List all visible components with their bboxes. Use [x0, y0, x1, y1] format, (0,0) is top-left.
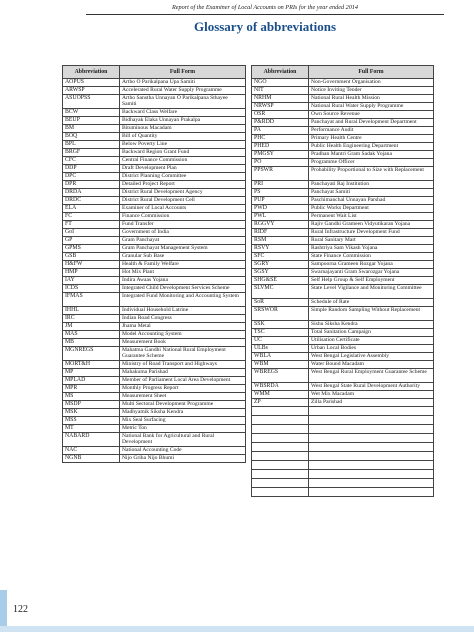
table-row — [252, 269, 434, 277]
empty-cell — [309, 416, 434, 425]
table-row — [63, 447, 246, 455]
full-form-cell: National Rural Water Supply Programme — [309, 103, 434, 111]
full-form-cell: West Bengal Rural Employment Guarantee Scheme — [309, 369, 434, 383]
table-row — [63, 189, 246, 197]
table-row — [252, 87, 434, 95]
abbreviation-cell: UC — [252, 337, 309, 345]
full-form-cell: Bidhayak Elaka Unnayan Prakalpa — [120, 117, 246, 125]
empty-table-row — [252, 461, 434, 470]
full-form-cell: Sishu Siksha Kendra — [309, 321, 434, 329]
table-row — [252, 321, 434, 329]
column-header-full-form: Full Form — [309, 66, 434, 79]
empty-table-row — [252, 479, 434, 488]
abbreviation-cell: PRI — [252, 181, 309, 189]
full-form-cell: Rashtriya Sam Vikash Yojana — [309, 245, 434, 253]
table-row — [252, 299, 434, 307]
page-number: 122 — [13, 604, 28, 615]
abbreviation-cell: MSK — [63, 409, 120, 417]
abbreviation-cell: NRWSP — [252, 103, 309, 111]
empty-cell — [309, 479, 434, 488]
empty-cell — [252, 488, 309, 497]
full-form-cell: Schedule of Rate — [309, 299, 434, 307]
abbreviation-cell: PUP — [252, 197, 309, 205]
abbreviation-cell: HMP — [63, 269, 120, 277]
full-form-cell: Below Poverty Line — [120, 141, 246, 149]
page-title: Glossary of abbreviations — [193, 19, 337, 34]
full-form-cell: Performance Audit — [309, 127, 434, 135]
table-row — [252, 329, 434, 337]
abbreviation-cell: GSB — [63, 253, 120, 261]
table-row — [252, 197, 434, 205]
full-form-cell: Permanent Wait List — [309, 213, 434, 221]
table-row — [63, 125, 246, 133]
table-row — [252, 119, 434, 127]
running-header: Report of the Examiner of Local Accounts on PRIs for the year ended 2014 — [172, 4, 358, 11]
table-row — [252, 111, 434, 119]
empty-table-row — [252, 443, 434, 452]
full-form-cell: Member of Parliament Local Area Development — [120, 377, 246, 385]
full-form-cell: Indian Road Congress — [120, 315, 246, 323]
table-row — [63, 117, 246, 125]
empty-cell — [309, 470, 434, 479]
table-row — [252, 79, 434, 87]
full-form-cell: Pradhan Mantri Gram Sadak Yojana — [309, 151, 434, 159]
full-form-cell: Fund Transfer — [120, 221, 246, 229]
abbreviation-cell: SGSY — [252, 269, 309, 277]
full-form-cell: Backward Region Grant Fund — [120, 149, 246, 157]
table-row — [252, 383, 434, 391]
table-row — [63, 221, 246, 229]
abbreviation-cell: JM — [63, 323, 120, 331]
table-row — [63, 377, 246, 385]
abbreviation-cell: WBSRDA — [252, 383, 309, 391]
full-form-cell: Integrated Child Development Services Scheme — [120, 285, 246, 293]
table-row — [63, 433, 246, 447]
table-row — [252, 337, 434, 345]
table-row — [63, 369, 246, 377]
abbreviation-cell: FT — [63, 221, 120, 229]
table-row — [252, 353, 434, 361]
empty-cell — [252, 461, 309, 470]
abbreviation-cell: DPR — [63, 181, 120, 189]
abbreviation-cell: MORT&H — [63, 361, 120, 369]
abbreviation-cell: BRGF — [63, 149, 120, 157]
empty-cell — [252, 416, 309, 425]
table-row — [63, 393, 246, 401]
full-form-cell: Jhama Metal — [120, 323, 246, 331]
full-form-cell: Wet Mix Macadam — [309, 391, 434, 399]
abbreviation-cell: SHG&SE — [252, 277, 309, 285]
abbreviation-cell: NGNB — [63, 455, 120, 463]
empty-cell — [309, 443, 434, 452]
abbreviation-cell: DDP — [63, 165, 120, 173]
full-form-cell: Utilisation Certificate — [309, 337, 434, 345]
abbreviation-cell: IFMAS — [63, 293, 120, 307]
empty-table-row — [252, 416, 434, 425]
abbreviation-cell: NRHM — [252, 95, 309, 103]
table-row — [63, 181, 246, 189]
abbreviation-cell: IRC — [63, 315, 120, 323]
full-form-cell: Government of India — [120, 229, 246, 237]
table-row — [63, 269, 246, 277]
table-row — [252, 143, 434, 151]
full-form-cell: Paschimanchal Unnayan Parshad — [309, 197, 434, 205]
abbreviation-cell: NGO — [252, 79, 309, 87]
table-row — [252, 369, 434, 383]
abbreviation-cell: GP — [63, 237, 120, 245]
table-row — [252, 151, 434, 159]
table-row — [63, 401, 246, 409]
table-row — [252, 277, 434, 285]
full-form-cell: Zilla Parishad — [309, 399, 434, 407]
abbreviation-cell: BM — [63, 125, 120, 133]
full-form-cell: Madhyamik Siksha Kendra — [120, 409, 246, 417]
table-row — [63, 141, 246, 149]
abbreviation-cell: BCW — [63, 109, 120, 117]
table-row — [252, 261, 434, 269]
full-form-cell: Probability Proportional to Size with Replacement — [309, 167, 434, 181]
glossary-table-left — [62, 65, 246, 463]
abbreviation-cell: RIDF — [252, 229, 309, 237]
full-form-cell: Detailed Project Report — [120, 181, 246, 189]
table-row — [252, 345, 434, 353]
abbreviation-cell: ULBs — [252, 345, 309, 353]
full-form-cell: District Rural Development Agency — [120, 189, 246, 197]
full-form-cell: Health & Family Welfare — [120, 261, 246, 269]
table-row — [252, 237, 434, 245]
full-form-cell: Swarnajayanti Gram Swarozgar Yojana — [309, 269, 434, 277]
empty-cell — [309, 425, 434, 434]
table-row — [63, 245, 246, 253]
table-header-row — [252, 66, 434, 79]
table-row — [63, 95, 246, 109]
abbreviation-cell: RSM — [252, 237, 309, 245]
abbreviation-cell: GPMS — [63, 245, 120, 253]
abbreviation-cell: NABARD — [63, 433, 120, 447]
abbreviation-cell: PMGSY — [252, 151, 309, 159]
abbreviation-cell: WBREGS — [252, 369, 309, 383]
full-form-cell: Gram Panchayat — [120, 237, 246, 245]
table-row — [252, 307, 434, 321]
full-form-cell: Metric Ton — [120, 425, 246, 433]
full-form-cell: Own Source Revenue — [309, 111, 434, 119]
header-rule — [86, 14, 444, 15]
empty-table-row — [252, 488, 434, 497]
full-form-cell: Mix Seal Surfacing — [120, 417, 246, 425]
abbreviation-cell: FC — [63, 213, 120, 221]
table-row — [63, 455, 246, 463]
full-form-cell: Ministry of Road Transport and Highways — [120, 361, 246, 369]
abbreviation-cell: SFC — [252, 253, 309, 261]
full-form-cell: Mahatma Gandhi National Rural Employment Guarantee Scheme — [120, 347, 246, 361]
full-form-cell: Panchayat Samiti — [309, 189, 434, 197]
page-bottom-band — [0, 626, 474, 632]
table-row — [63, 361, 246, 369]
abbreviation-cell: DPC — [63, 173, 120, 181]
abbreviation-cell: PO — [252, 159, 309, 167]
full-form-cell: Nijo Griha Nijo Bhumi — [120, 455, 246, 463]
table-row — [252, 127, 434, 135]
abbreviation-cell: PWL — [252, 213, 309, 221]
full-form-cell: Finance Commission — [120, 213, 246, 221]
full-form-cell: Public Health Engineering Department — [309, 143, 434, 151]
table-row — [63, 385, 246, 393]
abbreviation-cell: IHHL — [63, 307, 120, 315]
abbreviation-cell: SSK — [252, 321, 309, 329]
abbreviation-cell: NIT — [252, 87, 309, 95]
abbreviation-cell: ICDS — [63, 285, 120, 293]
column-header-full-form: Full Form — [120, 66, 246, 79]
full-form-cell: Draft Development Plan — [120, 165, 246, 173]
abbreviation-cell: NAC — [63, 447, 120, 455]
table-row — [252, 285, 434, 299]
abbreviation-cell: PWD — [252, 205, 309, 213]
abbreviation-cell: DRDC — [63, 197, 120, 205]
full-form-cell: Central Finance Commission — [120, 157, 246, 165]
glossary-table-right — [251, 65, 434, 497]
full-form-cell: Bituminous Macadam — [120, 125, 246, 133]
abbreviation-cell: IAY — [63, 277, 120, 285]
abbreviation-cell: PHED — [252, 143, 309, 151]
table-row — [252, 95, 434, 103]
full-form-cell: Examiner of Local Accounts — [120, 205, 246, 213]
empty-cell — [252, 443, 309, 452]
abbreviation-cell: WMM — [252, 391, 309, 399]
table-row — [63, 79, 246, 87]
full-form-cell: Total Sanitation Campaign — [309, 329, 434, 337]
table-row — [252, 167, 434, 181]
table-row — [252, 205, 434, 213]
running-header-block — [86, 4, 444, 15]
empty-cell — [309, 407, 434, 416]
full-form-cell: Notice Inviting Tender — [309, 87, 434, 95]
abbreviation-cell: MT — [63, 425, 120, 433]
full-form-cell: Measurement Book — [120, 339, 246, 347]
abbreviation-cell: WBLA — [252, 353, 309, 361]
full-form-cell: National Rural Health Mission — [309, 95, 434, 103]
abbreviation-cell: AOPUS — [63, 79, 120, 87]
full-form-cell: Self Help Group & Self Employment — [309, 277, 434, 285]
abbreviation-cell: MPLAD — [63, 377, 120, 385]
empty-cell — [252, 407, 309, 416]
full-form-cell: Panchayati Raj Institution — [309, 181, 434, 189]
full-form-cell: Artho O Parikalpana Upa Samiti — [120, 79, 246, 87]
full-form-cell: Model Accounting System — [120, 331, 246, 339]
abbreviation-cell: ZP — [252, 399, 309, 407]
abbreviation-cell: SRSWOR — [252, 307, 309, 321]
full-form-cell: Granular Sub Base — [120, 253, 246, 261]
table-row — [63, 229, 246, 237]
table-row — [63, 277, 246, 285]
full-form-cell: Simple Random Sampling Without Replacement — [309, 307, 434, 321]
empty-table-row — [252, 425, 434, 434]
table-row — [63, 323, 246, 331]
table-row — [63, 409, 246, 417]
empty-cell — [309, 452, 434, 461]
full-form-cell: State Finance Commission — [309, 253, 434, 261]
abbreviation-cell: H&FW — [63, 261, 120, 269]
full-form-cell: Primary Health Centre — [309, 135, 434, 143]
abbreviation-cell: GoI — [63, 229, 120, 237]
full-form-cell: Gram Panchayat Management System — [120, 245, 246, 253]
full-form-cell: National Accounting Code — [120, 447, 246, 455]
abbreviation-cell: MS — [63, 393, 120, 401]
abbreviation-cell: RSVY — [252, 245, 309, 253]
table-row — [252, 399, 434, 407]
full-form-cell: Sampoorna Grameen Rozgar Yojana — [309, 261, 434, 269]
abbreviation-cell: BEUP — [63, 117, 120, 125]
table-row — [63, 339, 246, 347]
table-row — [63, 253, 246, 261]
abbreviation-cell: PHC — [252, 135, 309, 143]
empty-cell — [252, 470, 309, 479]
abbreviation-cell: ARWSP — [63, 87, 120, 95]
empty-cell — [252, 425, 309, 434]
abbreviation-cell: WBM — [252, 361, 309, 369]
full-form-cell: Bill of Quantity — [120, 133, 246, 141]
table-row — [63, 237, 246, 245]
full-form-cell: Water Bound Macadam — [309, 361, 434, 369]
table-row — [252, 229, 434, 237]
table-row — [63, 293, 246, 307]
table-row — [63, 307, 246, 315]
abbreviation-cell: ELA — [63, 205, 120, 213]
abbreviation-cell: MP — [63, 369, 120, 377]
table-row — [63, 109, 246, 117]
full-form-cell: Non-Government Organisation — [309, 79, 434, 87]
column-header-abbreviation: Abbreviation — [63, 66, 120, 79]
abbreviation-cell: P&RDD — [252, 119, 309, 127]
empty-cell — [309, 434, 434, 443]
table-row — [252, 253, 434, 261]
table-row — [63, 165, 246, 173]
empty-table-row — [252, 452, 434, 461]
full-form-cell: Hot Mix Plant — [120, 269, 246, 277]
table-row — [63, 87, 246, 95]
full-form-cell: West Bengal State Rural Development Authority — [309, 383, 434, 391]
glossary-table-left-body — [63, 79, 246, 463]
full-form-cell: Panchayat and Rural Development Department — [309, 119, 434, 127]
full-form-cell: District Planning Committee — [120, 173, 246, 181]
abbreviation-cell: MPR — [63, 385, 120, 393]
empty-cell — [252, 479, 309, 488]
table-row — [252, 189, 434, 197]
abbreviation-cell: ASUOPSS — [63, 95, 120, 109]
full-form-cell: Rajiv Gandhi Grameen Vidyutikaran Yojana — [309, 221, 434, 229]
full-form-cell: Integrated Fund Monitoring and Accounting System — [120, 293, 246, 307]
full-form-cell: Urban Local Bodies — [309, 345, 434, 353]
full-form-cell: Public Works Department — [309, 205, 434, 213]
abbreviation-cell: BPL — [63, 141, 120, 149]
full-form-cell: Rural Infrastructure Development Fund — [309, 229, 434, 237]
full-form-cell: Programme Officer — [309, 159, 434, 167]
table-row — [63, 133, 246, 141]
abbreviation-cell: PS — [252, 189, 309, 197]
full-form-cell: Monthly Progress Report — [120, 385, 246, 393]
abbreviation-cell: PA — [252, 127, 309, 135]
table-row — [252, 391, 434, 399]
table-row — [252, 181, 434, 189]
table-row — [63, 315, 246, 323]
table-header-row — [63, 66, 246, 79]
table-row — [252, 213, 434, 221]
full-form-cell: Measurement Sheet — [120, 393, 246, 401]
table-row — [63, 197, 246, 205]
full-form-cell: Individual Household Latrine — [120, 307, 246, 315]
table-row — [63, 205, 246, 213]
full-form-cell: Indira Awaas Yojana — [120, 277, 246, 285]
full-form-cell: National Bank for Agricultural and Rural Development — [120, 433, 246, 447]
abbreviation-cell: MB — [63, 339, 120, 347]
column-header-abbreviation: Abbreviation — [252, 66, 309, 79]
abbreviation-cell: MGNREGS — [63, 347, 120, 361]
abbreviation-cell: RGGVY — [252, 221, 309, 229]
full-form-cell: Mahakuma Parishad — [120, 369, 246, 377]
full-form-cell: Backward Class Welfare — [120, 109, 246, 117]
full-form-cell: Accelerated Rural Water Supply Programme — [120, 87, 246, 95]
table-row — [252, 103, 434, 111]
table-row — [63, 425, 246, 433]
empty-cell — [252, 452, 309, 461]
empty-cell — [309, 488, 434, 497]
table-row — [63, 149, 246, 157]
full-form-cell: Multi Sectoral Development Programme — [120, 401, 246, 409]
table-row — [63, 173, 246, 181]
abbreviation-cell: SGRY — [252, 261, 309, 269]
table-row — [63, 347, 246, 361]
table-row — [252, 221, 434, 229]
table-row — [252, 135, 434, 143]
abbreviation-cell: BOQ — [63, 133, 120, 141]
table-row — [63, 157, 246, 165]
full-form-cell: District Rural Development Cell — [120, 197, 246, 205]
abbreviation-cell: MSDP — [63, 401, 120, 409]
table-row — [252, 361, 434, 369]
empty-cell — [252, 434, 309, 443]
table-row — [252, 159, 434, 167]
full-form-cell: State Level Vigilance and Monitoring Committee — [309, 285, 434, 299]
table-row — [63, 213, 246, 221]
table-row — [63, 261, 246, 269]
table-row — [63, 331, 246, 339]
abbreviation-cell: MSS — [63, 417, 120, 425]
abbreviation-cell: SoR — [252, 299, 309, 307]
abbreviation-cell: MAS — [63, 331, 120, 339]
glossary-table-right-body — [252, 79, 434, 497]
abbreviation-cell: TSC — [252, 329, 309, 337]
table-row — [63, 285, 246, 293]
abbreviation-cell: PPSWR — [252, 167, 309, 181]
abbreviation-cell: CFC — [63, 157, 120, 165]
table-row — [252, 245, 434, 253]
full-form-cell: Rural Sanitary Mart — [309, 237, 434, 245]
full-form-cell: West Bengal Legislative Assembly — [309, 353, 434, 361]
empty-table-row — [252, 407, 434, 416]
abbreviation-cell: OSR — [252, 111, 309, 119]
table-row — [63, 417, 246, 425]
full-form-cell: Artho Sanstha Unnayan O Parikalpana Sthayee Samiti — [120, 95, 246, 109]
abbreviation-cell: DRDA — [63, 189, 120, 197]
empty-table-row — [252, 434, 434, 443]
empty-cell — [309, 461, 434, 470]
empty-table-row — [252, 470, 434, 479]
abbreviation-cell: SLVMC — [252, 285, 309, 299]
